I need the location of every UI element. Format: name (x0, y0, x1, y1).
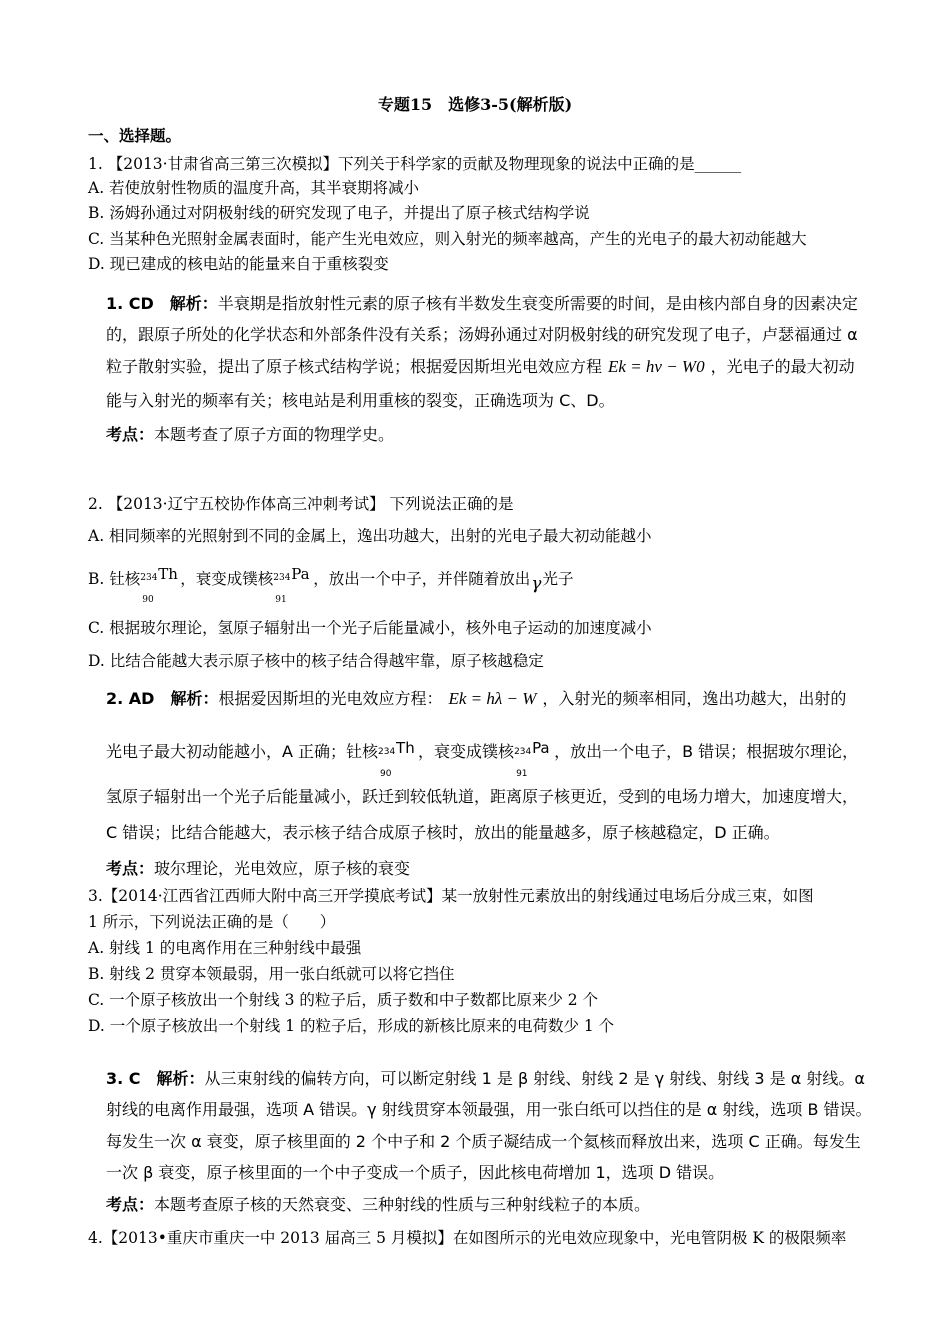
protactinium-nuclide-2: 234 Pa 91 (514, 739, 550, 779)
q3-analysis-line-3: 每发生一次 α 衰变，原子核里面的 2 个中子和 2 个质子凝结成一个氦核而释放出来，选项 C 正确。每发生 (106, 1132, 861, 1151)
q3-analysis-line-1: 3. C 解析：从三束射线的偏转方向，可以断定射线 1 是 β 射线、射线 2 是 γ 射线、射线 3 是 α 射线。α (106, 1069, 865, 1088)
q2-option-c: C. 根据玻尔理论，氢原子辐射出一个光子后能量减小，核外电子运动的加速度减小 (88, 619, 652, 637)
q1-option-b: B. 汤姆孙通过对阴极射线的研究发现了电子，并提出了原子核式结构学说 (88, 204, 590, 222)
q2-stem: 2. 【2013·辽宁五校协作体高三冲刺考试】 下列说法正确的是 (88, 495, 514, 513)
q3-key-point: 考点：本题考查原子核的天然衰变、三种射线的性质与三种射线粒子的本质。 (106, 1195, 651, 1214)
q1-analysis-line-2: 的，跟原子所处的化学状态和外部条件没有关系；汤姆孙通过对阴极射线的研究发现了电子，卢瑟福通过 α (106, 325, 858, 344)
q1-analysis-line-3: 粒子散射实验，提出了原子核式结构学说；根据爱因斯坦光电效应方程 Ek = hν − W0 ，光电子的最大初动 (106, 357, 855, 376)
q2-answer-label: 2. AD 解析： (106, 689, 219, 708)
q4-stem: 4.【2013•重庆市重庆一中 2013 届高三 5 月模拟】在如图所示的光电效应现象中，光电管阴极 K 的极限频率 (88, 1229, 847, 1247)
q1-answer-label: 1. CD 解析： (106, 294, 218, 313)
q1-key-point: 考点：本题考查了原子方面的物理学史。 (106, 425, 395, 444)
protactinium-nuclide: 234 Pa 91 (273, 565, 310, 605)
q3-option-c: C. 一个原子核放出一个射线 3 的粒子后，质子数和中子数都比原来少 2 个 (88, 991, 599, 1009)
q1-option-a: A. 若使放射性物质的温度升高，其半衰期将减小 (88, 179, 420, 197)
q3-option-b: B. 射线 2 贯穿本领最弱，用一张白纸就可以将它挡住 (88, 965, 455, 983)
q2-option-d: D. 比结合能越大表示原子核中的核子结合得越牢靠，原子核越稳定 (88, 652, 544, 670)
q1-analysis-line-1: 1. CD 解析：半衰期是指放射性元素的原子核有半数发生衰变所需要的时间，是由核内部自身的因素决定 (106, 294, 858, 313)
q3-analysis-line-4: 一次 β 衰变，原子核里面的一个中子变成一个质子，因此核电荷增加 1，选项 D 错误。 (106, 1163, 725, 1182)
q2-analysis-line-1: 2. AD 解析：根据爱因斯坦的光电效应方程： Ek = hλ − W ，入射光的频率相同，逸出功越大，出射的 (106, 689, 847, 708)
page-title: 专题15 选修3-5(解析版) (377, 95, 573, 114)
thorium-nuclide-2: 234 Th 90 (378, 739, 415, 779)
q3-option-a: A. 射线 1 的电离作用在三种射线中最强 (88, 939, 362, 957)
q2-analysis-line-3: 氢原子辐射出一个光子后能量减小，跃迁到较低轨道，距离原子核更近，受到的电场力增大，加速度增大， (106, 787, 859, 806)
photoelectric-equation: Ek = hν − W0 (608, 357, 705, 376)
q3-answer-label: 3. C 解析： (106, 1069, 205, 1088)
q2-analysis-line-2: 光电子最大初动能越小，A 正确；钍核 234 Th 90 ，衰变成镤核 234 Pa 91 ，放出一个电子，B 错误；根据玻尔理论， (106, 739, 859, 779)
q1-analysis-line-4: 能与入射光的频率有关；核电站是利用重核的裂变，正确选项为 C、D。 (106, 391, 615, 410)
gamma-symbol: γ (531, 574, 542, 594)
photoelectric-equation-2: Ek = hλ − W (448, 689, 537, 708)
section-heading: 一、选择题。 (88, 126, 182, 145)
q1-stem: 1. 【2013·甘肃省高三第三次模拟】下列关于科学家的贡献及物理现象的说法中正确的是______ (88, 155, 742, 173)
q3-option-d: D. 一个原子核放出一个射线 1 的粒子后，形成的新核比原来的电荷数少 1 个 (88, 1017, 615, 1035)
q2-option-a: A. 相同频率的光照射到不同的金属上，逸出功越大，出射的光电子最大初动能越小 (88, 527, 652, 545)
q3-stem-line-1: 3.【2014·江西省江西师大附中高三开学摸底考试】某一放射性元素放出的射线通过电场后分成三束，如图 (88, 887, 814, 905)
q2-key-point: 考点：玻尔理论，光电效应，原子核的衰变 (106, 859, 411, 878)
q1-option-d: D. 现已建成的核电站的能量来自于重核裂变 (88, 255, 389, 273)
q1-option-c: C. 当某种色光照射金属表面时，能产生光电效应，则入射光的频率越高，产生的光电子的最大初动能越大 (88, 230, 807, 248)
q3-stem-line-2: 1 所示，下列说法正确的是（ ） (88, 913, 336, 931)
q2-analysis-line-4: C 错误；比结合能越大，表示核子结合成原子核时，放出的能量越多，原子核越稳定，D 正确。 (106, 823, 780, 842)
q3-analysis-line-2: 射线的电离作用最强，选项 A 错误。γ 射线贯穿本领最强，用一张白纸可以挡住的是 α 射线，选项 B 错误。 (106, 1100, 872, 1119)
q2-option-b: B. 钍核 234 Th 90 ，衰变成镤核 234 Pa 91 ，放出一个中子，并伴随着放出γ光子 (88, 565, 574, 605)
thorium-nuclide: 234 Th 90 (140, 565, 178, 605)
